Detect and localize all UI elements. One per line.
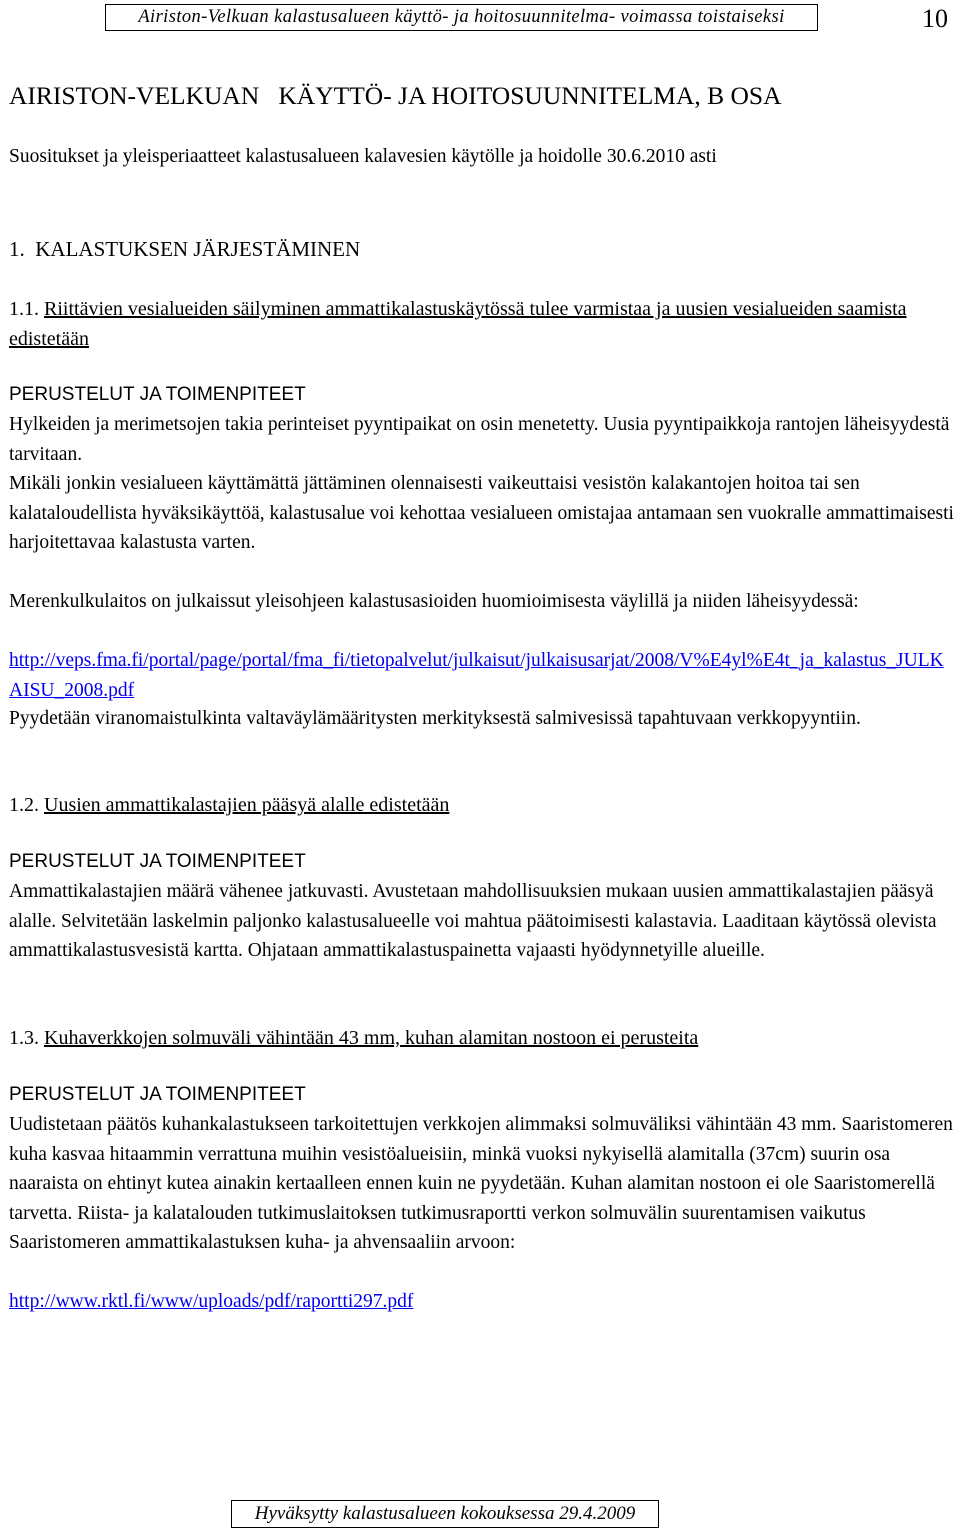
subsection-1-2-paragraph-1: Ammattikalastajien määrä vähenee jatkuvasti. Avustetaan mahdollisuuksien mukaan uusien ammattikalastajien pääsyä alalle. Selvitetään laskelmin paljonko kalastusalueelle voi mahtua päätoimisesti kalastavia. Laaditaan käytössä olevista ammattikalastusvesistä kartta. Ohjataan ammattikalastuspainetta vajaasti hyödynnetyille alueille. bbox=[9, 881, 937, 961]
subsection-1-3-label: PERUSTELUT JA TOIMENPITEET bbox=[9, 1084, 306, 1105]
subsection-1-2-heading bbox=[9, 790, 954, 820]
subsection-number: 1.3. bbox=[9, 1027, 39, 1049]
subsection-number: 1.2. bbox=[9, 794, 39, 816]
subsection-1-1-link[interactable]: http://veps.fma.fi/portal/page/portal/fma_fi/tietopalvelut/julkaisut/julkaisusarjat/2008/V%E4yl%E4t_ja_kalastus_JULKAISU_2008.pdf bbox=[9, 650, 944, 701]
page-number: 10 bbox=[922, 4, 948, 33]
subsection-title: Riittävien vesialueiden säilyminen ammattikalastuskäytössä tulee varmistaa ja uusien vesialueiden saamista edistetään bbox=[9, 298, 907, 350]
subsection-1-1-paragraph-1: Hylkeiden ja merimetsojen takia perinteiset pyyntipaikat on osin menetetty. Uusia pyyntipaikkoja rantojen läheisyydestä tarvitaan. bbox=[9, 414, 950, 465]
subsection-1-1-paragraph-4: Pyydetään viranomaistulkinta valtaväylämääritysten merkityksestä salmivesissä tapahtuvaan verkkopyyntiin. bbox=[9, 708, 861, 729]
subsection-1-3-link[interactable]: http://www.rktl.fi/www/uploads/pdf/raportti297.pdf bbox=[9, 1291, 414, 1312]
subsection-1-1-paragraph-3: Merenkulkulaitos on julkaissut yleisohjeen kalastusasioiden huomioimisesta väylillä ja niiden läheisyydessä: bbox=[9, 591, 859, 612]
subsection-number: 1.1. bbox=[9, 298, 39, 320]
subsection-1-2-label: PERUSTELUT JA TOIMENPITEET bbox=[9, 851, 306, 872]
document-subtitle: Suositukset ja yleisperiaatteet kalastusalueen kalavesien käytölle ja hoidolle 30.6.2010 asti bbox=[9, 146, 717, 167]
subsection-1-3-heading bbox=[9, 1023, 954, 1053]
subsection-1-1-paragraph-2: Mikäli jonkin vesialueen käyttämättä jättäminen olennaisesti vaikeuttaisi vesistön kalakantojen hoitoa tai sen kalataloudellista hyväksikäyttöä, kalastusalue voi kehottaa vesialueen omistajaa antamaan sen vuokralle ammattimaisesti harjoitettavaa kalastusta varten. bbox=[9, 473, 954, 553]
subsection-title: Kuhaverkkojen solmuväli vähintään 43 mm, kuhan alamitan nostoon ei perusteita bbox=[44, 1027, 699, 1049]
running-header: Airiston-Velkuan kalastusalueen käyttö- ja hoitosuunnitelma- voimassa toistaiseksi bbox=[105, 4, 818, 31]
section-heading: 1. KALASTUKSEN JÄRJESTÄMINEN bbox=[9, 237, 361, 261]
document-title: AIRISTON-VELKUAN KÄYTTÖ- JA HOITOSUUNNITELMA, B OSA bbox=[9, 81, 782, 110]
subsection-1-1-label: PERUSTELUT JA TOIMENPITEET bbox=[9, 384, 306, 405]
subsection-1-3-paragraph-1: Uudistetaan päätös kuhankalastukseen tarkoitettujen verkkojen alimmaksi solmuväliksi vähintään 43 mm. Saaristomeren kuha kasvaa hitaammin verrattuna muihin vesistöalueisiin, minkä vuoksi nykyisellä alamitalla (37cm) suurin osa naaraista on ehtinyt kutea ainakin kertaalleen ennen kuin ne pyydetään. Kuhan alamitan nostoon ei ole Saaristomerellä tarvetta. Riista- ja kalatalouden tutkimuslaitoksen tutkimusraportti verkon solmuvälin suurentamisen vaikutus Saaristomeren ammattikalastuksen kuha- ja ahvensaaliin arvoon: bbox=[9, 1114, 953, 1253]
subsection-title: Uusien ammattikalastajien pääsyä alalle edistetään bbox=[44, 794, 450, 816]
approval-footer: Hyväksytty kalastusalueen kokouksessa 29.4.2009 bbox=[231, 1500, 659, 1528]
subsection-1-1-heading bbox=[9, 294, 954, 354]
